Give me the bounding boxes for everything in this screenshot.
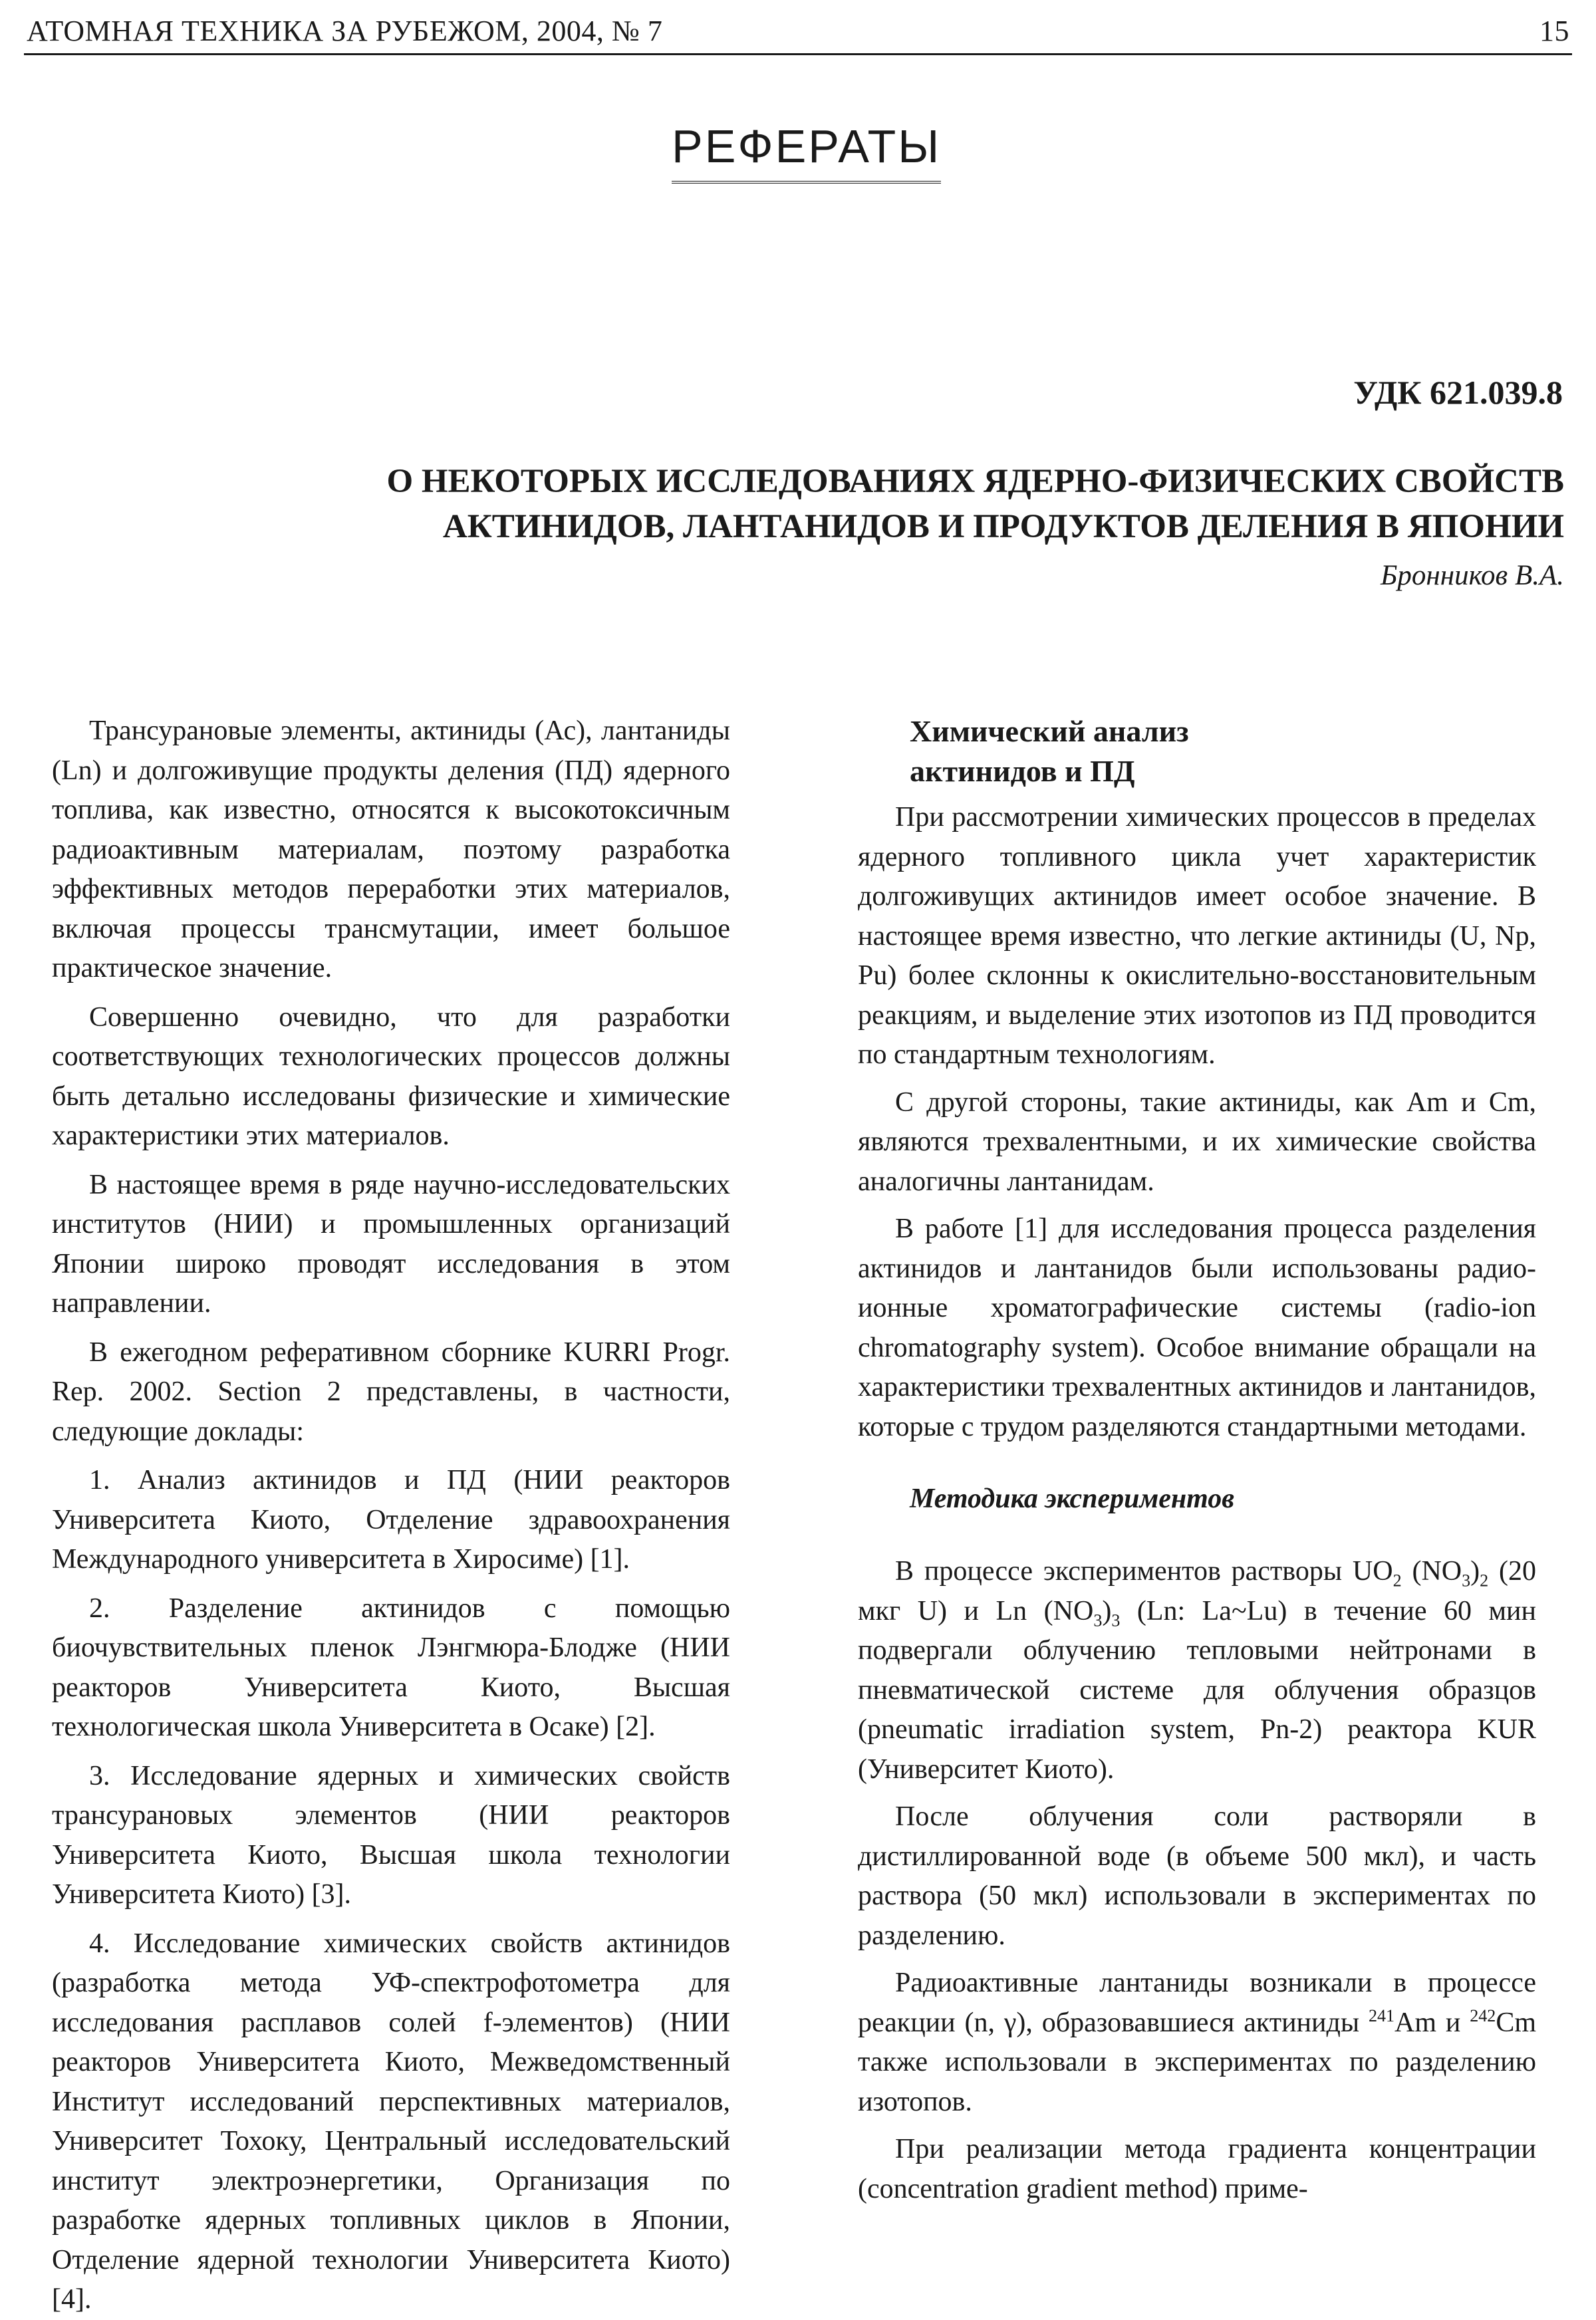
article-title-line: АКТИНИДОВ, ЛАНТАНИДОВ И ПРОДУКТОВ ДЕЛЕНИЯ В ЯПОНИИ [442,508,1564,545]
paragraph: В работе [1] для исследования процесса разделения актинидов и лантанидов были использованы радио-ионные хроматографические системы (radio-ion chromatography system). Особое внимание обращали на характеристики трехвалентных актинидов и лантанидов, которые с трудом разделяются стандартными методами. [858,1214,1536,1442]
text-run: Радиоактивные лантаниды возникали в процессе реакции (n, γ), образовавшиеся актиниды [858,1968,1536,2038]
subscript: 3 [1111,1610,1121,1630]
subsection-heading-line: Химический анализ [910,714,1189,748]
subsection-heading [910,711,1536,791]
methods-heading: Методика экспериментов [910,1483,1235,1514]
paragraph: Совершенно очевидно, что для разработки соответствующих технологических процессов должны быть детально исследованы физические и химические характеристики этих материалов. [52,1001,730,1151]
text-run: Cm также использовали в экспериментах по разделению изотопов. [858,2007,1536,2117]
list-item: 4. Исследование химических свойств актинидов (разработка метода УФ-спектрофотометра для исследования расплавов солей f-элементов) (НИИ реакторов Университета Киото, Межведомственный Институт исследований перспективных материалов, Университет Тохоку, Центральный исследовательский институт электроэнергетики, Организация по разработке ядерных топливных циклов в Японии, Отделение ядерной технологии Университета Киото) [4]. [52,1928,730,2315]
superscript: 241 [1368,2005,1395,2025]
superscript: 242 [1470,2005,1496,2025]
list-item: 3. Исследование ядерных и химических свойств трансурановых элементов (НИИ реакторов Университета Киото, Высшая школа технологии Университета Киото) [3]. [52,1760,730,1910]
section-title: РЕФЕРАТЫ [672,120,941,184]
article-title-line: О НЕКОТОРЫХ ИССЛЕДОВАНИЯХ ЯДЕРНО-ФИЗИЧЕСКИХ СВОЙСТВ [386,463,1564,500]
subscript: 2 [1480,1571,1489,1591]
subscript: 3 [1462,1571,1471,1591]
subscript: 3 [1093,1610,1103,1630]
paragraph: При рассмотрении химических процессов в пределах ядерного топливного цикла учет характеристик долгоживущих актинидов имеет особое значение. В настоящее время известно, что легкие актиниды (U, Np, Pu) более склонны к окислительно-восстановительным реакциям, и выделение этих изотопов из ПД проводится по стандартным технологиям. [858,802,1536,1070]
text-run: Am и [1395,2007,1470,2038]
text-run: ) [1102,1595,1112,1626]
journal-title: АТОМНАЯ ТЕХНИКА ЗА РУБЕЖОМ, 2004, № 7 [27,15,663,47]
text-run: (20 мкг U) и Ln (NO [858,1556,1536,1626]
left-column [52,711,730,2320]
paragraph: В ежегодном реферативном сборнике KURRI Progr. Rep. 2002. Section 2 представлены, в частности, следующие доклады: [52,1337,730,1447]
paragraph: С другой стороны, такие актиниды, как Am и Cm, являются трехвалентными, и их химические свойства аналогичны лантанидам. [858,1087,1536,1197]
udk-code: УДК 621.039.8 [1353,374,1563,411]
list-item: 1. Анализ актинидов и ПД (НИИ реакторов Университета Киото, Отделение здравоохранения Международного университета в Хиросиме) [1]. [52,1465,730,1575]
running-header [24,9,1572,55]
text-run: ) [1470,1556,1480,1587]
author-name: Бронников В.А. [1381,560,1564,591]
text-run: (Ln: La~Lu) в течение 60 мин подвергали облучению тепловыми нейтронами в пневматической системе для облучения образцов (pneumatic irradiation system, Pn-2) реактора KUR (Университет Киото). [858,1595,1536,1785]
paragraph: После облучения соли растворяли в дистиллированной воде (в объеме 500 мкл), и часть раствора (50 мкл) использовали в экспериментах по разделению. [858,1801,1536,1951]
right-column [858,711,1536,2209]
text-run: В процессе экспериментов растворы UO [895,1556,1393,1587]
text-run: (NO [1401,1556,1462,1587]
paragraph: Трансурановые элементы, актиниды (Ас), лантаниды (Ln) и долгоживущие продукты деления (ПД) ядерного топлива, как известно, относятся к высокотоксичным радиоактивным материалам, поэтому разработка эффективных методов переработки этих материалов, включая процессы трансмутации, имеет большое практическое значение. [52,715,730,983]
paragraph: В настоящее время в ряде научно-исследовательских институтов (НИИ) и промышленных организаций Японии широко проводят исследования в этом направлении. [52,1169,730,1319]
article-title [247,459,1564,549]
page-number: 15 [1539,15,1569,47]
subscript: 2 [1393,1571,1402,1591]
paragraph: При реализации метода градиента концентрации (concentration gradient method) приме- [858,2134,1536,2204]
paragraph-experiments [858,1552,1536,1789]
subsection-heading-line: актинидов и ПД [910,754,1135,788]
paragraph-lanthanides [858,1964,1536,2122]
list-item: 2. Разделение актинидов с помощью биочувствительных пленок Лэнгмюра-Блодже (НИИ реакторов Университета Киото, Высшая технологическая школа Университета в Осаке) [2]. [52,1593,730,1742]
